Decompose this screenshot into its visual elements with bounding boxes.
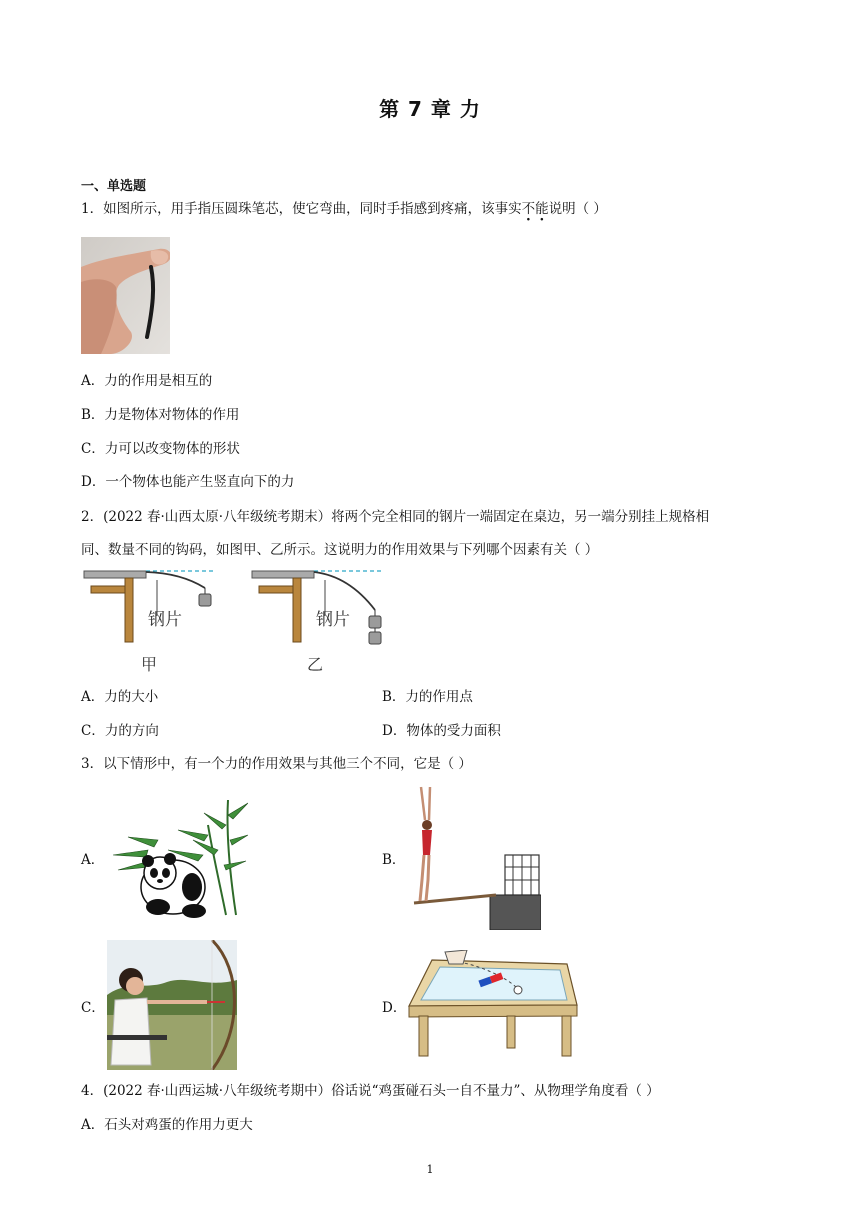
- q4-stem: 4．(2022 春·山西运城·八年级统考期中）俗话说“鸡蛋碰石头一自不量力”、从物理学角度看（ ）: [81, 1083, 660, 1099]
- q1-option-b: B．力是物体对物体的作用: [81, 407, 240, 423]
- section-heading: 一、单选题: [81, 179, 147, 194]
- q1-option-a: A．力的作用是相互的: [81, 373, 213, 389]
- page-title: 第 7 章 力: [379, 97, 481, 121]
- label-jia: 甲: [141, 655, 158, 674]
- q1-option-c: C．力可以改变物体的形状: [81, 441, 240, 457]
- page-number: 1: [426, 1163, 434, 1176]
- q3-label-d: D．: [382, 1000, 407, 1016]
- q2-stem-line-1: 2．(2022 春·山西太原·八年级统考期末）将两个完全相同的钢片一端固定在桌边，另一端分别挂上规格相: [81, 509, 710, 525]
- q1-option-d: D．一个物体也能产生竖直向下的力: [81, 474, 295, 490]
- q3-label-c: C．: [81, 1000, 105, 1016]
- q3-label-a: A．: [81, 852, 105, 868]
- q1-stem-after: 说明（ ）: [548, 201, 607, 217]
- q2-stem-line-2: 同、数量不同的钩码，如图甲、乙所示。这说明力的作用效果与下列哪个因素有关（ ）: [81, 542, 599, 558]
- q2-option-d: D．物体的受力面积: [382, 723, 501, 739]
- q3-stem: 3．以下情形中，有一个力的作用效果与其他三个不同，它是（ ）: [81, 756, 472, 772]
- q2-option-a: A．力的大小: [81, 689, 159, 705]
- label-yi: 乙: [307, 655, 324, 674]
- q2-option-b: B．力的作用点: [382, 689, 473, 705]
- archery-girl-photo: [107, 940, 237, 1070]
- q1-stem-before: 1．如图所示，用手指压圆珠笔芯，使它弯曲，同时手指感到疼痛，该事实: [81, 201, 522, 217]
- q2-option-c: C．力的方向: [81, 723, 159, 739]
- q2-steel-strip-figure: [81, 566, 391, 678]
- q4-option-a: A．石头对鸡蛋的作用力更大: [81, 1117, 253, 1133]
- q1-stem-emphasis: [522, 201, 549, 217]
- q1-emph-char-2: 能: [535, 201, 549, 217]
- steel-label-jia: 钢片: [148, 610, 182, 630]
- figure-jia: [84, 571, 213, 674]
- figure-yi: [252, 571, 381, 674]
- question-1-stem: [81, 200, 607, 218]
- q1-finger-pen-photo: [81, 237, 170, 354]
- magnet-table-image: [407, 950, 579, 1062]
- q1-emph-char-1: 不: [521, 201, 536, 217]
- diver-springboard-image: [408, 785, 541, 930]
- q3-label-b: B．: [382, 852, 406, 868]
- steel-label-yi: 钢片: [316, 610, 350, 630]
- panda-bamboo-image: [108, 795, 248, 920]
